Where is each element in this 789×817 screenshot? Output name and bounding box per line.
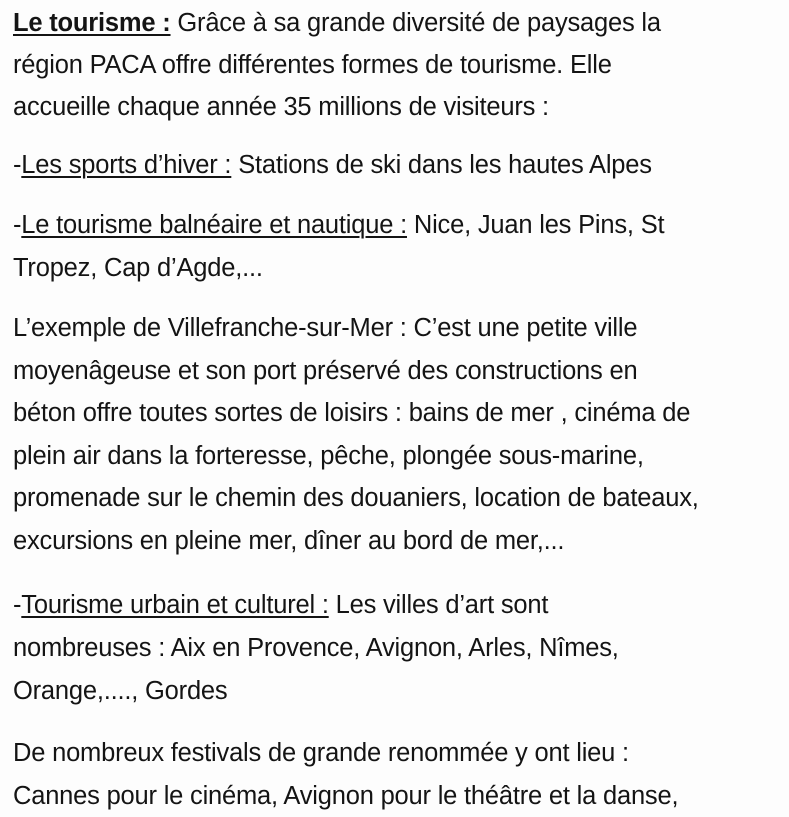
tourism-heading: Le tourisme : xyxy=(13,9,171,37)
bullet-dash: - xyxy=(13,151,22,179)
seaside-heading: Le tourisme balnéaire et nautique : xyxy=(21,211,407,239)
villefranche-line-3: béton offre toutes sortes de loisirs : bains de mer , cinéma de xyxy=(13,399,691,427)
intro-text: Grâce à sa grande diversité de paysages la xyxy=(170,9,661,37)
winter-sports-line xyxy=(13,150,652,180)
urban-heading: Tourisme urbain et culturel : xyxy=(21,591,329,619)
villefranche-line-6: excursions en pleine mer, dîner au bord de mer,... xyxy=(13,527,565,555)
villefranche-line-5: promenade sur le chemin des douaniers, location de bateaux, xyxy=(13,484,699,512)
urban-text: Les villes d’art sont xyxy=(328,591,549,619)
festivals-line-1: De nombreux festivals de grande renommée y ont lieu : xyxy=(13,739,629,767)
intro-line-1 xyxy=(13,8,661,38)
seaside-line-1 xyxy=(13,210,664,240)
villefranche-line-2: moyenâgeuse et son port préservé des constructions en xyxy=(13,357,638,385)
seaside-line-2: Tropez, Cap d’Agde,... xyxy=(13,254,263,282)
intro-line-2: région PACA offre différentes formes de tourisme. Elle xyxy=(13,51,612,79)
festivals-line-2: Cannes pour le cinéma, Avignon pour le théâtre et la danse, xyxy=(13,782,679,810)
urban-line-2: nombreuses : Aix en Provence, Avignon, Arles, Nîmes, xyxy=(13,634,619,662)
bullet-dash: - xyxy=(13,591,22,619)
winter-sports-heading: Les sports d’hiver : xyxy=(21,151,232,179)
winter-sports-text: Stations de ski dans les hautes Alpes xyxy=(231,151,652,179)
bullet-dash: - xyxy=(13,211,22,239)
villefranche-line-4: plein air dans la forteresse, pêche, plongée sous-marine, xyxy=(13,442,644,470)
intro-line-3: accueille chaque année 35 millions de visiteurs : xyxy=(13,93,549,121)
seaside-text: Nice, Juan les Pins, St xyxy=(406,211,665,239)
urban-line-3: Orange,...., Gordes xyxy=(13,677,228,705)
villefranche-line-1: L’exemple de Villefranche-sur-Mer : C’est une petite ville xyxy=(13,314,638,342)
urban-line-1 xyxy=(13,590,548,620)
